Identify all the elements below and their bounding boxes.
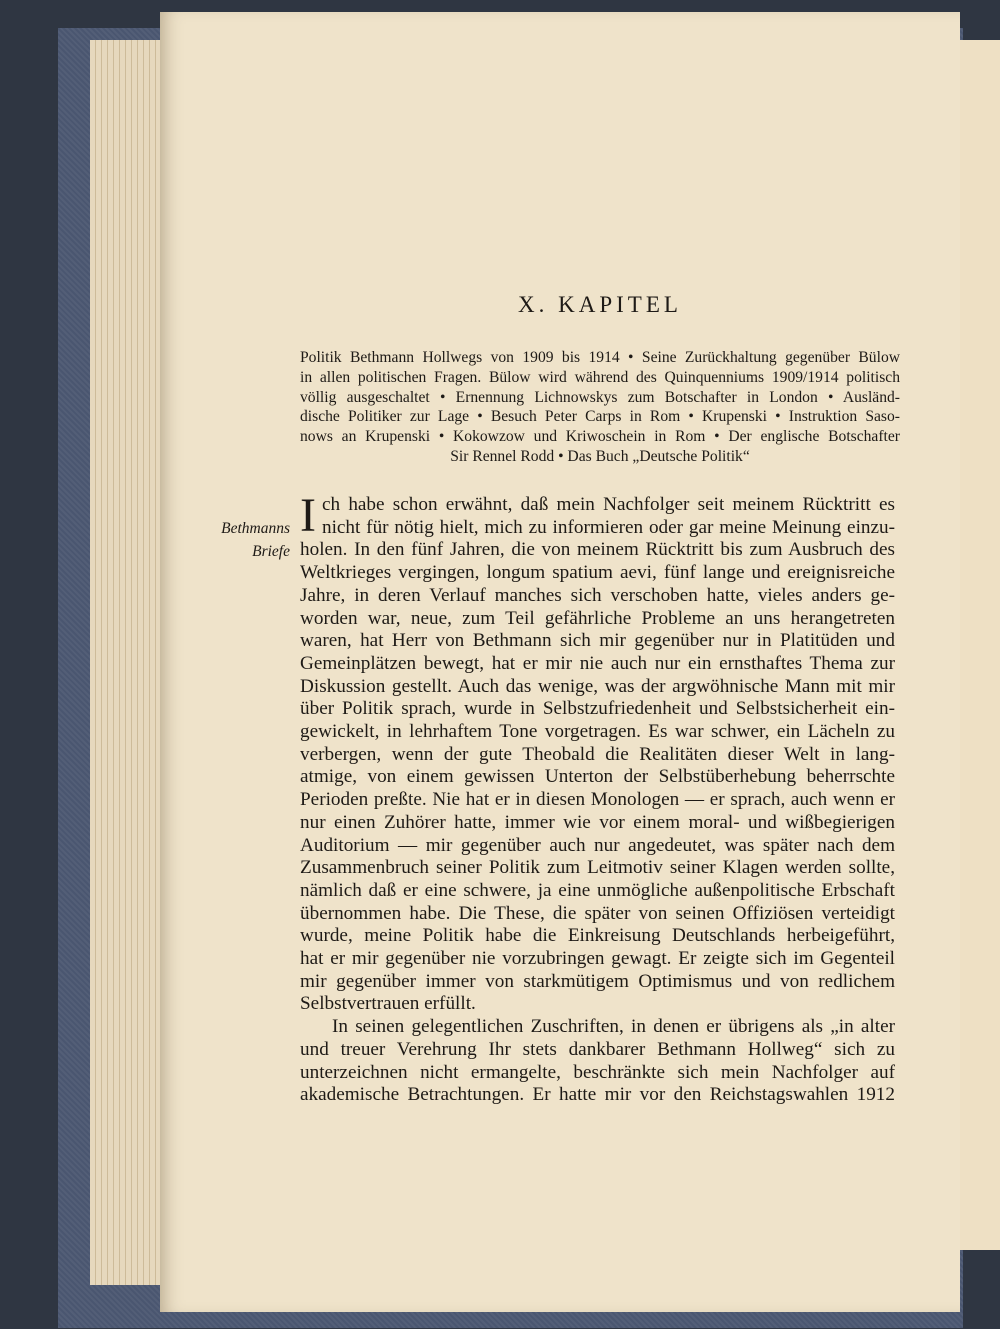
- margin-note: [196, 517, 290, 563]
- body-line: Selbstvertrauen erfüllt.: [300, 993, 476, 1015]
- body-line: atmige, von einem gewissen Unterton der Selbstüberhebung beherrschte: [300, 766, 895, 788]
- summary-line: Sir Rennel Rodd • Das Buch „Deutsche Politik“: [450, 447, 750, 465]
- chapter-summary: [300, 348, 900, 467]
- drop-cap: I: [300, 489, 316, 542]
- body-line: Jahre, in deren Verlauf manches sich verschoben hatte, vieles anders ge-: [300, 584, 895, 606]
- body-line: verbergen, wenn der gute Theobald die Realitäten dieser Welt in lang-: [300, 743, 895, 765]
- body-line: hat er mir gegenüber nie vorzubringen gewagt. Er zeigte sich im Gegenteil: [300, 948, 895, 970]
- body-line: Auditorium — mir gegenüber auch nur angedeutet, was später nach dem: [300, 834, 895, 856]
- summary-line: Politik Bethmann Hollwegs von 1909 bis 1914 • Seine Zurückhaltung gegenüber Bülow: [300, 349, 900, 366]
- summary-line: völlig ausgeschaltet • Ernennung Lichnowskys zum Botschafter in London • Ausländ-: [300, 388, 900, 406]
- body-line: worden war, neue, zum Teil gefährliche Probleme an uns herangetreten: [300, 607, 895, 629]
- body-line: holen. In den fünf Jahren, die von meinem Rücktritt bis zum Ausbruch des: [300, 539, 895, 561]
- body-line: nämlich daß er eine schwere, ja eine unmögliche außenpolitische Erbschaft: [300, 879, 895, 901]
- body-line: mir gegenüber immer von starkmütigem Optimismus und von redlichem: [300, 970, 895, 992]
- facing-page-edge: [960, 40, 1000, 1250]
- body-line: nur einen Zuhörer hatte, immer wie vor einem moral- und wißbegierigen: [300, 811, 895, 833]
- body-line: und treuer Verehrung Ihr stets dankbarer Bethmann Hollweg“ sich zu: [300, 1038, 895, 1060]
- margin-note-line: Briefe: [252, 543, 290, 560]
- body-line: unterzeichnen nicht ermangelte, beschränkte sich mein Nachfolger auf: [300, 1061, 895, 1083]
- body-line: Weltkrieges vergingen, longum spatium aevi, fünf lange und ereignisreiche: [300, 562, 895, 584]
- body-line: übernommen habe. Die These, die später von seinen Offiziösen verteidigt: [300, 902, 895, 924]
- body-line: akademische Betrachtungen. Er hatte mir vor den Reichstagswahlen 1912: [300, 1084, 895, 1106]
- body-line: Diskussion gestellt. Auch das wenige, was der argwöhnische Mann mit mir: [300, 675, 895, 697]
- body-line: gewickelt, in lehrhaftem Tone vorgetragen. Es war schwer, ein Lächeln zu: [300, 721, 895, 743]
- body-line: Perioden preßte. Nie hat er in diesen Monologen — er sprach, auch wenn er: [300, 789, 895, 811]
- body-text: [300, 489, 895, 1107]
- body-line: ch habe schon erwähnt, daß mein Nachfolger seit meinem Rücktritt es: [321, 494, 895, 515]
- chapter-title: X. KAPITEL: [518, 292, 682, 317]
- body-line: In seinen gelegentlichen Zuschriften, in denen er übrigens als „in alter: [332, 1016, 895, 1038]
- body-line: waren, hat Herr von Bethmann sich mir gegenüber nur in Platitüden und: [300, 630, 895, 652]
- body-line: Zusammenbruch seiner Politik zum Leitmotiv seiner Klagen werden sollte,: [300, 857, 895, 879]
- summary-line: dische Politiker zur Lage • Besuch Peter Carps in Rom • Krupenski • Instruktion Saso-: [300, 408, 900, 426]
- body-line: wurde, meine Politik habe die Einkreisung Deutschlands herbeigeführt,: [300, 925, 895, 947]
- body-line: Gemeinplätzen bewegt, hat er mir nie auch nur ein ernsthaftes Thema zur: [300, 652, 895, 674]
- body-line: nicht für nötig hielt, mich zu informieren oder gar meine Meinung einzu-: [321, 516, 895, 538]
- page-edges: [90, 40, 170, 1285]
- body-line: über Politik sprach, wurde in Selbstzufriedenheit und Selbstsicherheit ein-: [300, 698, 895, 720]
- summary-line: in allen politischen Fragen. Bülow wird während des Quinquenniums 1909/1914 politisch: [300, 368, 900, 386]
- summary-line: nows an Krupenski • Kokowzow und Kriwoschein in Rom • Der englische Botschafter: [300, 428, 900, 446]
- margin-note-line: Bethmanns: [221, 520, 290, 537]
